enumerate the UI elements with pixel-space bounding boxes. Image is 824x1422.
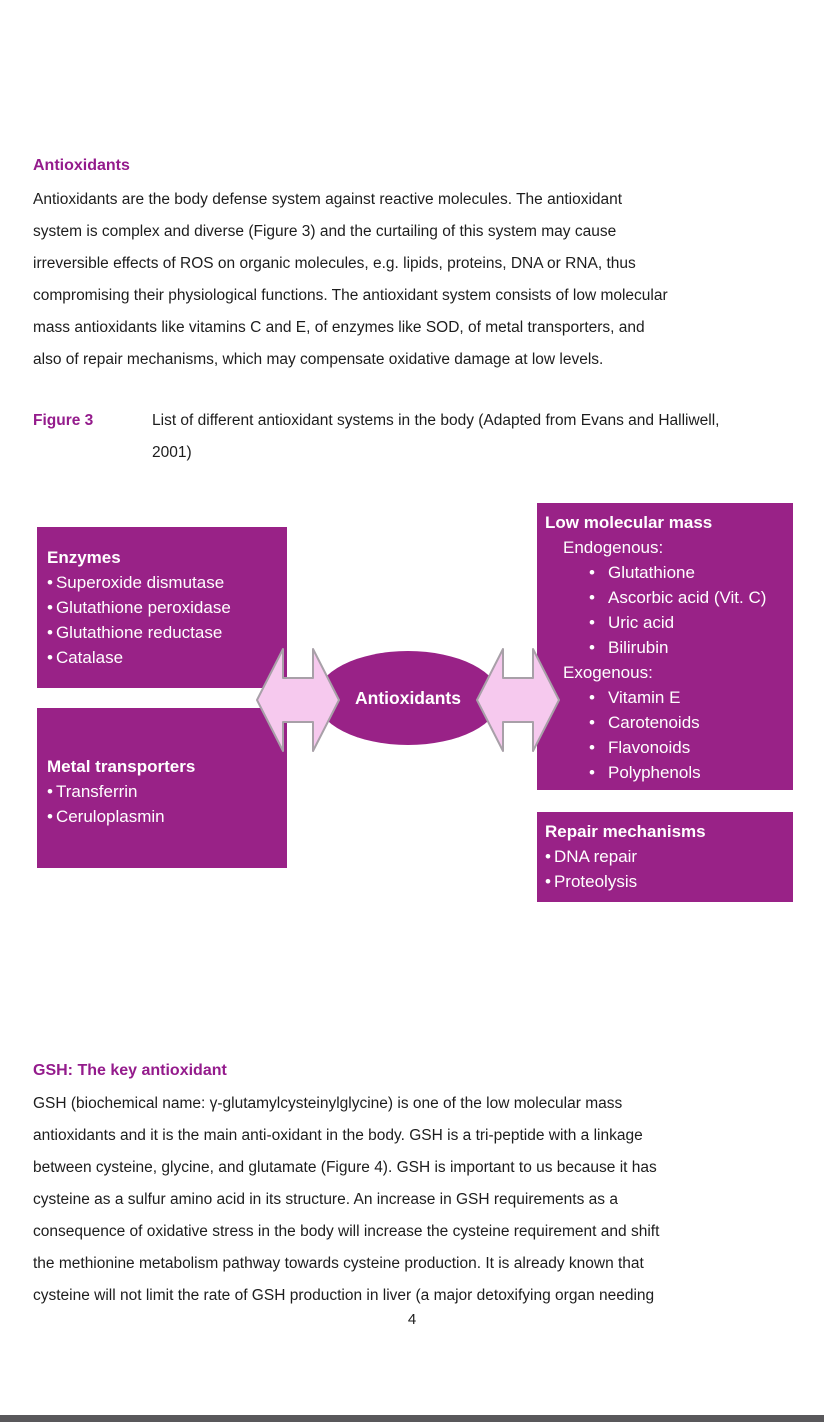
exogenous-item: • Polyphenols xyxy=(545,760,789,785)
antioxidants-ellipse-label: Antioxidants xyxy=(355,687,461,708)
enzymes-item: • Glutathione peroxidase xyxy=(47,595,281,620)
figure-label: Figure 3 xyxy=(33,412,94,429)
section-heading-antioxidants: Antioxidants xyxy=(33,157,130,174)
repair-mechanisms-title: Repair mechanisms xyxy=(545,822,706,841)
paragraph-line: Antioxidants are the body defense system against reactive molecules. The antioxidant xyxy=(33,191,623,208)
enzymes-item: • Glutathione reductase xyxy=(47,620,281,645)
enzymes-item: • Superoxide dismutase xyxy=(47,570,281,595)
metal-transporters-item: • Ceruloplasmin xyxy=(47,804,281,829)
antioxidants-ellipse xyxy=(316,651,500,745)
repair-mechanisms-item: • Proteolysis xyxy=(545,869,789,894)
paragraph-line: the methionine metabolism pathway towards cysteine production. It is already known that xyxy=(33,1255,644,1272)
exogenous-item: • Vitamin E xyxy=(545,685,789,710)
endogenous-item: • Glutathione xyxy=(545,560,789,585)
exogenous-label: Exogenous: xyxy=(563,663,653,682)
footer-bar xyxy=(0,1415,824,1422)
section-heading-gsh: GSH: The key antioxidant xyxy=(33,1062,227,1079)
double-arrow-icon xyxy=(256,647,340,753)
paragraph-line: irreversible effects of ROS on organic molecules, e.g. lipids, proteins, DNA or RNA, thus xyxy=(33,255,636,272)
low-molecular-mass-title: Low molecular mass xyxy=(545,513,713,532)
paragraph-line: GSH (biochemical name: γ-glutamylcysteinylglycine) is one of the low molecular mass xyxy=(33,1095,623,1112)
exogenous-item: • Flavonoids xyxy=(545,735,789,760)
paragraph-line: also of repair mechanisms, which may compensate oxidative damage at low levels. xyxy=(33,351,604,368)
antioxidants-paragraph xyxy=(33,184,668,376)
paragraph-line: system is complex and diverse (Figure 3) and the curtailing of this system may cause xyxy=(33,223,617,240)
paragraph-line: antioxidants and it is the main anti-oxidant in the body. GSH is a tri-peptide with a linkage xyxy=(33,1127,643,1144)
endogenous-item: • Ascorbic acid (Vit. C) xyxy=(545,585,789,610)
enzymes-box xyxy=(37,527,287,688)
repair-mechanisms-box xyxy=(537,812,793,902)
paragraph-line: compromising their physiological functions. The antioxidant system consists of low molecular xyxy=(33,287,668,304)
paragraph-line: between cysteine, glycine, and glutamate (Figure 4). GSH is important to us because it has xyxy=(33,1159,657,1176)
metal-transporters-box xyxy=(37,708,287,868)
gsh-paragraph xyxy=(33,1088,659,1312)
low-molecular-mass-box xyxy=(537,503,793,790)
paragraph-line: cysteine as a sulfur amino acid in its structure. An increase in GSH requirements as a xyxy=(33,1191,618,1208)
endogenous-item: • Bilirubin xyxy=(545,635,789,660)
enzymes-item: • Catalase xyxy=(47,645,281,670)
paragraph-line: mass antioxidants like vitamins C and E, of enzymes like SOD, of metal transporters, and xyxy=(33,319,645,336)
metal-transporters-title: Metal transporters xyxy=(47,757,196,776)
figure-caption-line2: 2001) xyxy=(152,444,192,461)
enzymes-title: Enzymes xyxy=(47,548,121,567)
paragraph-line: cysteine will not limit the rate of GSH production in liver (a major detoxifying organ needing xyxy=(33,1287,655,1304)
paragraph-line: consequence of oxidative stress in the body will increase the cysteine requirement and shift xyxy=(33,1223,660,1240)
double-arrow-icon xyxy=(476,647,560,753)
page-number: 4 xyxy=(407,1311,417,1328)
endogenous-item: • Uric acid xyxy=(545,610,789,635)
metal-transporters-item: • Transferrin xyxy=(47,779,281,804)
exogenous-item: • Carotenoids xyxy=(545,710,789,735)
repair-mechanisms-item: • DNA repair xyxy=(545,844,789,869)
figure-caption-line1: List of different antioxidant systems in the body (Adapted from Evans and Halliwell, xyxy=(152,412,720,429)
endogenous-label: Endogenous: xyxy=(563,538,664,557)
